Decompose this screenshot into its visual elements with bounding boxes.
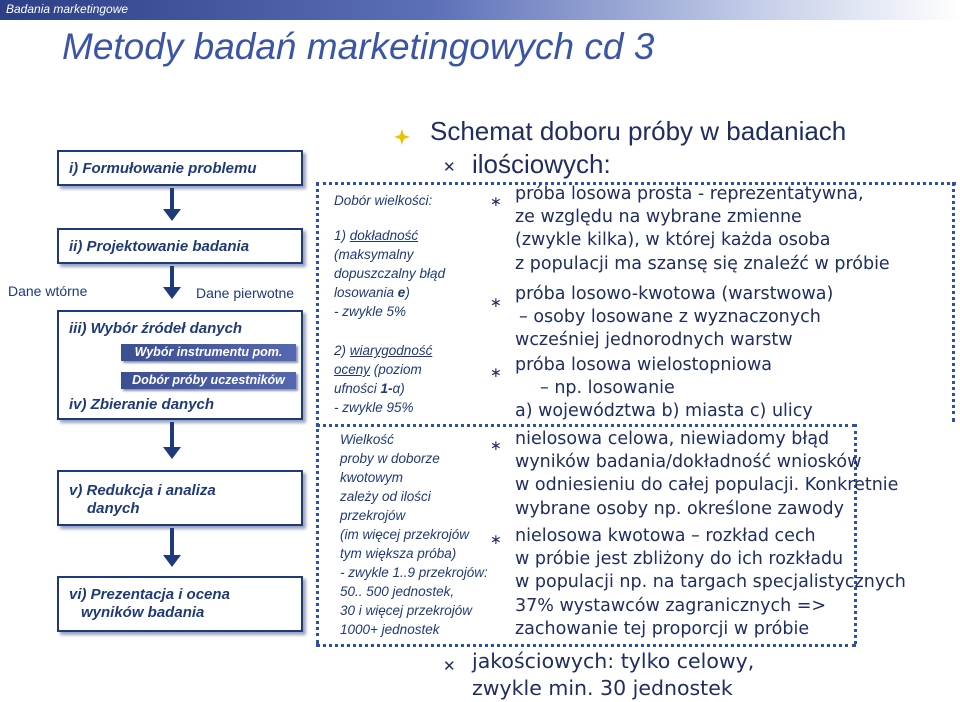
brand-label: Badania marketingowe xyxy=(6,2,129,16)
x-bullet-icon: ✕ xyxy=(443,658,456,675)
qualitative-line: jakościowych: tylko celowy, xyxy=(472,649,755,673)
schema-heading: Schemat doboru próby w badaniach xyxy=(430,116,847,146)
asterisk-bullet-icon: ∗ xyxy=(490,193,502,209)
quota-line: - zwykle 1..9 przekrojów: xyxy=(340,565,488,580)
instrument-choice-bar: Wybór instrumentu pom. xyxy=(121,344,296,361)
precision-line: (maksymalny xyxy=(334,247,414,262)
asterisk-bullet-icon: ∗ xyxy=(490,531,502,547)
step-analysis xyxy=(57,470,303,526)
confidence-block xyxy=(334,341,432,417)
sample-size-heading: Dobór wielkości: xyxy=(334,193,433,208)
page-title: Metody badań marketingowych cd 3 xyxy=(62,26,655,67)
item-line: (zwykle kilka), w której każda osoba xyxy=(515,230,831,251)
step-label: iii) Wybór źródeł danych xyxy=(69,320,243,337)
sampling-item-multistage xyxy=(515,354,813,424)
step-label: vi) Prezentacja i ocena xyxy=(69,586,230,603)
step-design-research xyxy=(57,228,303,264)
secondary-data-label: Dane wtórne xyxy=(8,283,88,299)
x-bullet-icon: ✕ xyxy=(443,159,456,176)
confidence-term: oceny xyxy=(334,362,371,377)
quantitative-heading: ilościowych: xyxy=(472,149,611,179)
asterisk-bullet-icon: ∗ xyxy=(490,437,502,453)
diamond-bullet-icon xyxy=(394,129,410,150)
confidence-term: wiarygodność xyxy=(349,343,433,358)
confidence-number: 2) xyxy=(334,343,347,358)
header-bar xyxy=(0,0,960,20)
step-data-sources xyxy=(57,310,303,420)
precision-line: ) xyxy=(405,285,410,300)
sampling-item-quota xyxy=(515,525,906,641)
step-label: ii) Projektowanie badania xyxy=(69,238,250,255)
item-line: próba losowa wielostopniowa xyxy=(515,355,773,375)
dotted-frame-bottom xyxy=(316,644,856,647)
quota-line: kwotowym xyxy=(340,470,404,485)
item-line: w populacji np. na targach specjalistycznych xyxy=(515,572,906,593)
precision-line: dopuszczalny błąd xyxy=(334,266,446,281)
dotted-frame-middle xyxy=(316,424,856,427)
quota-line: 1000+ jednostek xyxy=(340,622,440,637)
item-line: próba losowo-kwotowa (warstwowa) xyxy=(515,284,834,304)
item-line: a) województwa b) miasta c) ulicy xyxy=(515,401,813,422)
quota-line: tym większa próba) xyxy=(340,546,457,561)
item-line: zachowanie tej proporcji w próbie xyxy=(515,618,810,639)
quota-line: 30 i więcej przekrojów xyxy=(340,603,473,618)
sampling-item-simple-random xyxy=(515,183,890,276)
quota-line: zależy od ilości xyxy=(340,489,431,504)
precision-line: losowania xyxy=(334,285,398,300)
confidence-line: ) xyxy=(400,381,405,396)
item-line: – np. losowanie xyxy=(540,378,675,399)
precision-term: dokładność xyxy=(349,228,419,243)
qualitative-line: zwykle min. 30 jednostek xyxy=(472,676,733,700)
alpha-symbol: α xyxy=(392,381,401,396)
item-line: ze względu na wybrane zmienne xyxy=(515,207,802,228)
step-label: danych xyxy=(87,500,140,517)
confidence-line: - zwykle 95% xyxy=(334,400,414,415)
confidence-line: ufności xyxy=(334,381,381,396)
confidence-variable: 1- xyxy=(380,381,393,396)
quota-line: przekrojów xyxy=(340,508,406,523)
dotted-frame-right xyxy=(952,182,955,422)
precision-block xyxy=(334,226,445,321)
step-label: i) Formułowanie problemu xyxy=(69,160,257,177)
participant-selection-bar: Dobór próby uczestników xyxy=(121,372,296,389)
item-line: nielosowa kwotowa – rozkład cech xyxy=(515,526,816,546)
step-label: iv) Zbieranie danych xyxy=(69,396,215,413)
asterisk-bullet-icon: ∗ xyxy=(490,364,502,380)
step-presentation xyxy=(57,576,303,632)
item-line: w próbie jest zbliżony do ich rozkładu xyxy=(515,549,844,570)
precision-number: 1) xyxy=(334,228,347,243)
item-line: z populacji ma szansę się znaleźć w próbie xyxy=(515,253,890,274)
item-line: wyników badania/dokładność wniosków xyxy=(515,452,862,473)
quota-line: (im więcej przekrojów xyxy=(340,527,470,542)
item-line: 37% wystawców zagranicznych => xyxy=(515,595,827,616)
step-formulate-problem xyxy=(57,150,303,186)
step-label: v) Redukcja i analiza xyxy=(69,482,216,499)
sampling-item-purposive xyxy=(515,428,898,521)
item-line: nielosowa celowa, niewiadomy błąd xyxy=(515,429,830,449)
quota-line: proby w doborze xyxy=(340,451,440,466)
item-line: – osoby losowane z wyznaczonych xyxy=(519,307,821,328)
item-line: wybrane osoby np. określone zawody xyxy=(515,498,844,519)
precision-line: - zwykle 5% xyxy=(334,304,407,319)
confidence-line: (poziom xyxy=(370,362,422,377)
quota-line: Wielkość xyxy=(340,432,394,447)
quota-size-block xyxy=(340,430,488,639)
primary-data-label: Dane pierwotne xyxy=(196,285,295,301)
dotted-frame-left xyxy=(316,182,319,644)
step-label: wyników badania xyxy=(81,604,205,621)
item-line: próba losowa prosta - reprezentatywna, xyxy=(515,184,864,204)
qualitative-text xyxy=(472,648,754,702)
asterisk-bullet-icon: ∗ xyxy=(490,294,502,310)
precision-variable: e xyxy=(397,285,406,300)
item-line: w odniesieniu do całej populacji. Konkretnie xyxy=(515,475,899,496)
quota-line: 50.. 500 jednostek, xyxy=(340,584,455,599)
sampling-item-stratified xyxy=(515,283,833,353)
item-line: wcześniej jednorodnych warstw xyxy=(515,330,793,351)
